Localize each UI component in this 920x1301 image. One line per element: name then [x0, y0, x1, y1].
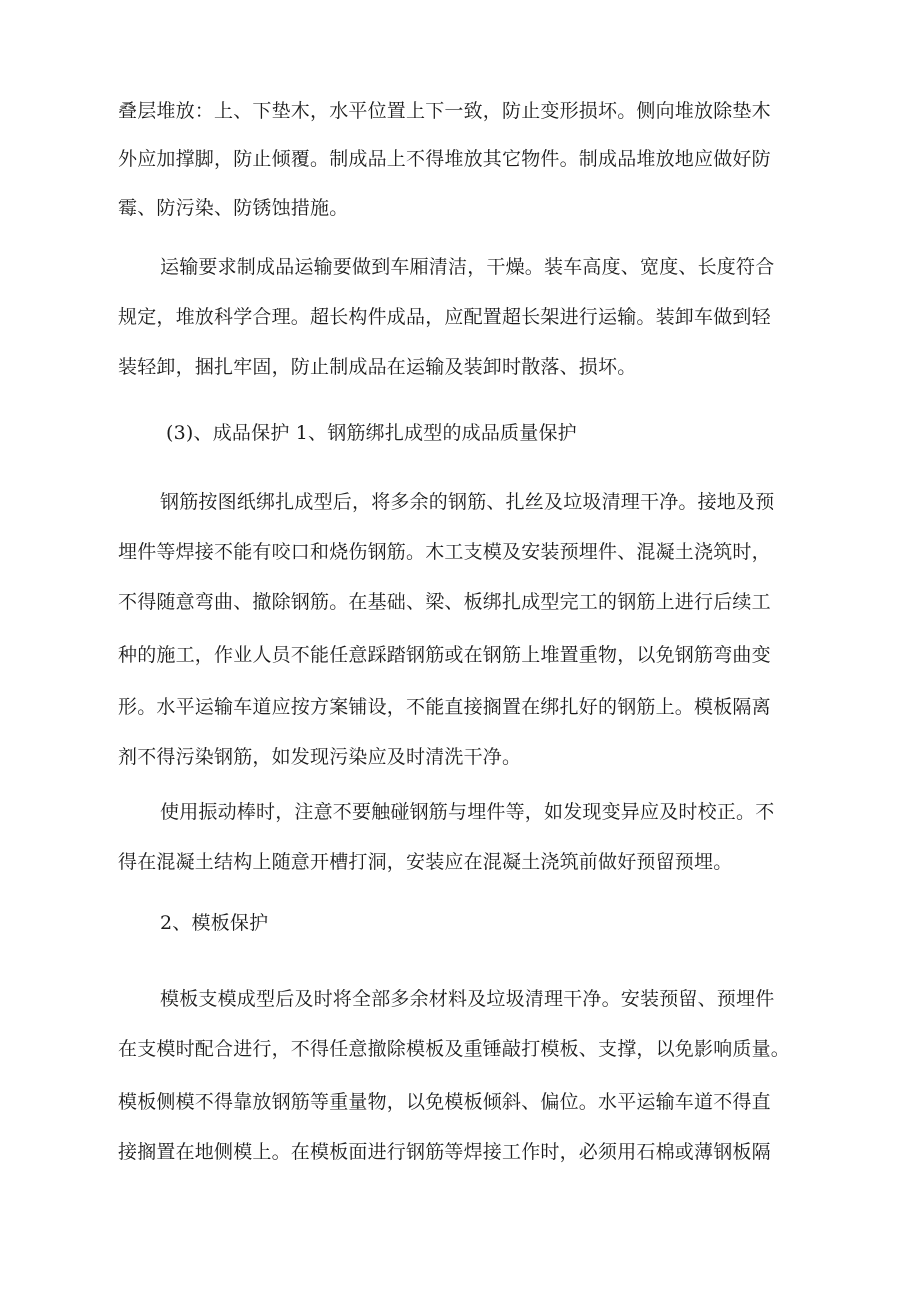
paragraph-line: 规定，堆放科学合理。超长构件成品，应配置超长架进行运输。装卸车做到轻: [118, 306, 771, 328]
paragraph-line: 霉、防污染、防锈蚀措施。: [118, 197, 349, 219]
paragraph-line: 不得随意弯曲、撤除钢筋。在基础、梁、板绑扎成型完工的钢筋上进行后续工: [118, 591, 771, 613]
paragraph-line: 形。水平运输车道应按方案铺设，不能直接搁置在绑扎好的钢筋上。模板隔离: [118, 696, 771, 718]
section-heading: (3)、成品保护 1、钢筋绑扎成型的成品质量保护: [166, 422, 577, 444]
paragraph-line: 装轻卸，捆扎牢固，防止制成品在运输及装卸时散落、损坏。: [118, 356, 637, 378]
paragraph-line: 接搁置在地侧模上。在模板面进行钢筋等焊接工作时，必须用石棉或薄钢板隔: [118, 1141, 771, 1163]
paragraph-line: 使用振动棒时，注意不要触碰钢筋与埋件等，如发现变异应及时校正。不: [160, 801, 775, 823]
paragraph-line: 模板支模成型后及时将全部多余材料及垃圾清理干净。安装预留、预埋件: [160, 988, 775, 1010]
paragraph-line: 得在混凝土结构上随意开槽打洞，安装应在混凝土浇筑前做好预留预埋。: [118, 851, 733, 873]
paragraph-line: 外应加撑脚，防止倾覆。制成品上不得堆放其它物件。制成品堆放地应做好防: [118, 148, 771, 170]
paragraph-line: 叠层堆放：上、下垫木，水平位置上下一致，防止变形损坏。侧向堆放除垫木: [118, 100, 771, 122]
section-heading: 2、模板保护: [160, 912, 269, 934]
paragraph-line: 埋件等焊接不能有咬口和烧伤钢筋。木工支模及安装预埋件、混凝土浇筑时，: [118, 541, 771, 563]
paragraph-line: 剂不得污染钢筋，如发现污染应及时清洗干净。: [118, 746, 522, 768]
paragraph-line: 运输要求制成品运输要做到车厢清洁，干燥。装车高度、宽度、长度符合: [160, 256, 775, 278]
paragraph-line: 模板侧模不得靠放钢筋等重量物，以免模板倾斜、偏位。水平运输车道不得直: [118, 1091, 771, 1113]
paragraph-line: 在支模时配合进行，不得任意撤除模板及重锤敲打模板、支撑，以免影响质量。: [118, 1038, 791, 1060]
paragraph-line: 种的施工，作业人员不能任意踩踏钢筋或在钢筋上堆置重物，以免钢筋弯曲变: [118, 644, 771, 666]
paragraph-line: 钢筋按图纸绑扎成型后，将多余的钢筋、扎丝及垃圾清理干净。接地及预: [160, 491, 775, 513]
